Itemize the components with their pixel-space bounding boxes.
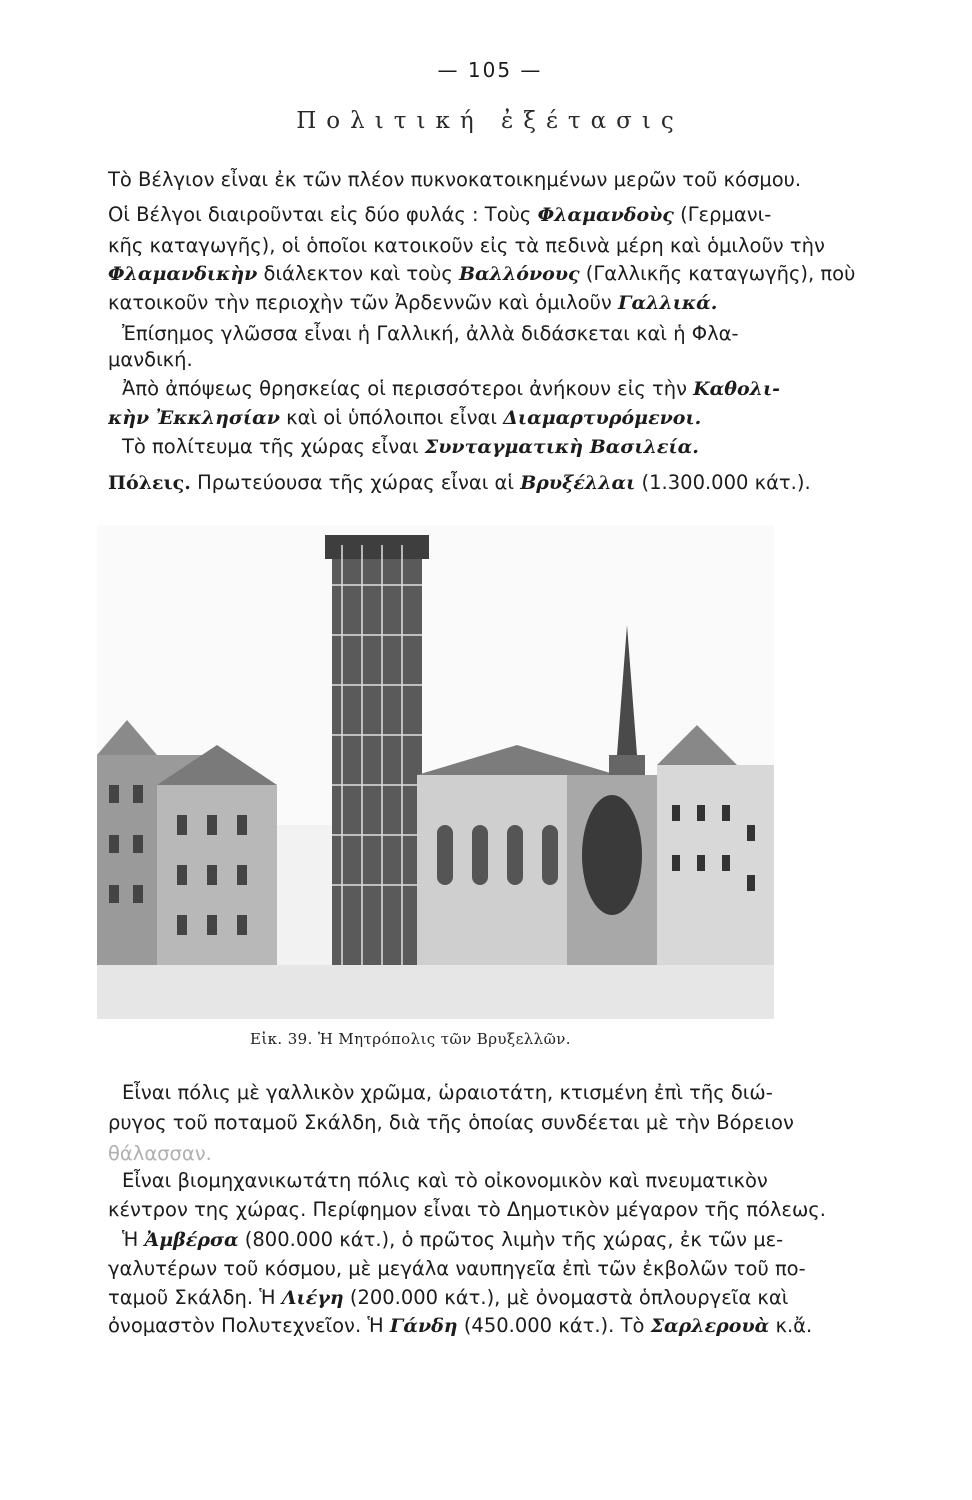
- text: ρυγος τοῦ ποταμοῦ Σκάλδη, διὰ τῆς ὁποίας συνδέεται μὲ τὴν Βόρειον: [108, 1111, 794, 1134]
- cathedral-photo: [97, 525, 774, 1019]
- emphasis: Συνταγματικὴ Βασιλεία.: [424, 436, 699, 458]
- text-line: [108, 344, 868, 376]
- text: Οἱ Βέλγοι διαιροῦνται εἰς δύο φυλάς : Τοὺς: [108, 203, 538, 226]
- text: (800.000 κάτ.), ὁ πρῶτος λιμὴν τῆς χώρας, ἐκ τῶν με-: [238, 1228, 784, 1251]
- text: μανδική.: [108, 348, 193, 371]
- text-line: [108, 258, 868, 290]
- text: Ἡ: [122, 1228, 145, 1251]
- text: ταμοῦ Σκάλδη. Ἡ: [108, 1286, 282, 1309]
- text: (Γαλλικῆς καταγωγῆς), ποὺ: [579, 262, 856, 285]
- emphasis: Φλαμανδοὺς: [537, 204, 674, 226]
- text: Εἶναι βιομηχανικωτάτη πόλις καὶ τὸ οἰκονομικὸν καὶ πνευματικὸν: [122, 1169, 768, 1192]
- text: (Γερμανι-: [673, 203, 772, 226]
- emphasis: Ἀμβέρσα: [144, 1229, 239, 1251]
- text: κατοικοῦν τὴν περιοχὴν τῶν Ἀρδεννῶν καὶ ὁμιλοῦν: [108, 291, 618, 314]
- emphasis: Καθολι-: [693, 378, 781, 400]
- text: κῆς καταγωγῆς), οἱ ὁποῖοι κατοικοῦν εἰς τὰ πεδινὰ μέρη καὶ ὁμιλοῦν τὴν: [108, 234, 825, 257]
- emphasis: Γάνδη: [389, 1315, 458, 1337]
- figure-caption: Εἰκ. 39. Ἡ Μητρόπολις τῶν Βρυξελλῶν.: [250, 1030, 571, 1048]
- text: Εἶναι πόλις μὲ γαλλικὸν χρῶμα, ὡραιοτάτη, κτισμένη ἐπὶ τῆς διώ-: [122, 1081, 773, 1104]
- text: ὀνομαστὸν Πολυτεχνεῖον. Ἡ: [108, 1314, 390, 1337]
- text: κ.ἄ.: [769, 1314, 813, 1337]
- text-line: [108, 373, 868, 405]
- text: διάλεκτον καὶ τοὺς: [257, 262, 459, 285]
- text-line: [108, 1224, 868, 1256]
- text: Τὸ Βέλγιον εἶναι ἐκ τῶν πλέον πυκνοκατοικημένων μερῶν τοῦ κόσμου.: [108, 168, 802, 191]
- text-line: [108, 431, 868, 463]
- text: (200.000 κάτ.), μὲ ὀνομαστὰ ὁπλουργεῖα καὶ: [343, 1286, 789, 1309]
- text-line: [108, 1077, 868, 1109]
- text: καὶ οἱ ὑπόλοιποι εἶναι: [279, 406, 504, 429]
- text: γαλυτέρων τοῦ κόσμου, μὲ μεγάλα ναυπηγεῖα ἐπὶ τῶν ἐκβολῶν τοῦ πο-: [108, 1257, 806, 1280]
- text-line: [108, 1253, 868, 1285]
- text: Ἀπὸ ἀπόψεως θρησκείας οἱ περισσότεροι ἀνήκουν εἰς τὴν: [122, 377, 694, 400]
- text: Ἐπίσημος γλῶσσα εἶναι ἡ Γαλλική, ἀλλὰ διδάσκεται καὶ ἡ Φλα-: [122, 322, 739, 345]
- text-line: [108, 199, 868, 231]
- section-title: Πολιτική ἐξέτασις: [296, 108, 684, 134]
- emphasis: Γαλλικά.: [617, 292, 718, 314]
- text-line: [108, 1107, 868, 1139]
- emphasis: Διαμαρτυρόμενοι.: [503, 407, 702, 429]
- emphasis: Φλαμανδικὴν: [108, 263, 258, 285]
- text-line: [108, 1165, 868, 1197]
- emphasis: Σαρλερουὰ: [650, 1315, 770, 1337]
- emphasis: Βαλλόνους: [458, 263, 580, 285]
- text: (450.000 κάτ.). Τὸ: [457, 1314, 651, 1337]
- emphasis: Βρυξέλλαι: [520, 472, 636, 494]
- text-line: [108, 1194, 868, 1226]
- text-line: [108, 287, 868, 319]
- text-line: [108, 1310, 868, 1342]
- text: Τὸ πολίτευμα τῆς χώρας εἶναι: [122, 435, 425, 458]
- text: Πρωτεύουσα τῆς χώρας εἶναι αἱ: [190, 471, 521, 494]
- emphasis: κὴν Ἐκκλησίαν: [108, 407, 280, 429]
- text-line: [108, 467, 868, 499]
- emphasis: Λιέγη: [281, 1287, 344, 1309]
- text-line: [108, 164, 868, 196]
- text: θάλασσαν.: [108, 1142, 212, 1165]
- emphasis: Πόλεις.: [108, 472, 191, 494]
- page-number: — 105 —: [437, 58, 543, 82]
- text: κέντρον της χώρας. Περίφημον εἶναι τὸ Δημοτικὸν μέγαρον τῆς πόλεως.: [108, 1198, 826, 1221]
- text: (1.300.000 κάτ.).: [635, 471, 811, 494]
- text-line: [108, 402, 868, 434]
